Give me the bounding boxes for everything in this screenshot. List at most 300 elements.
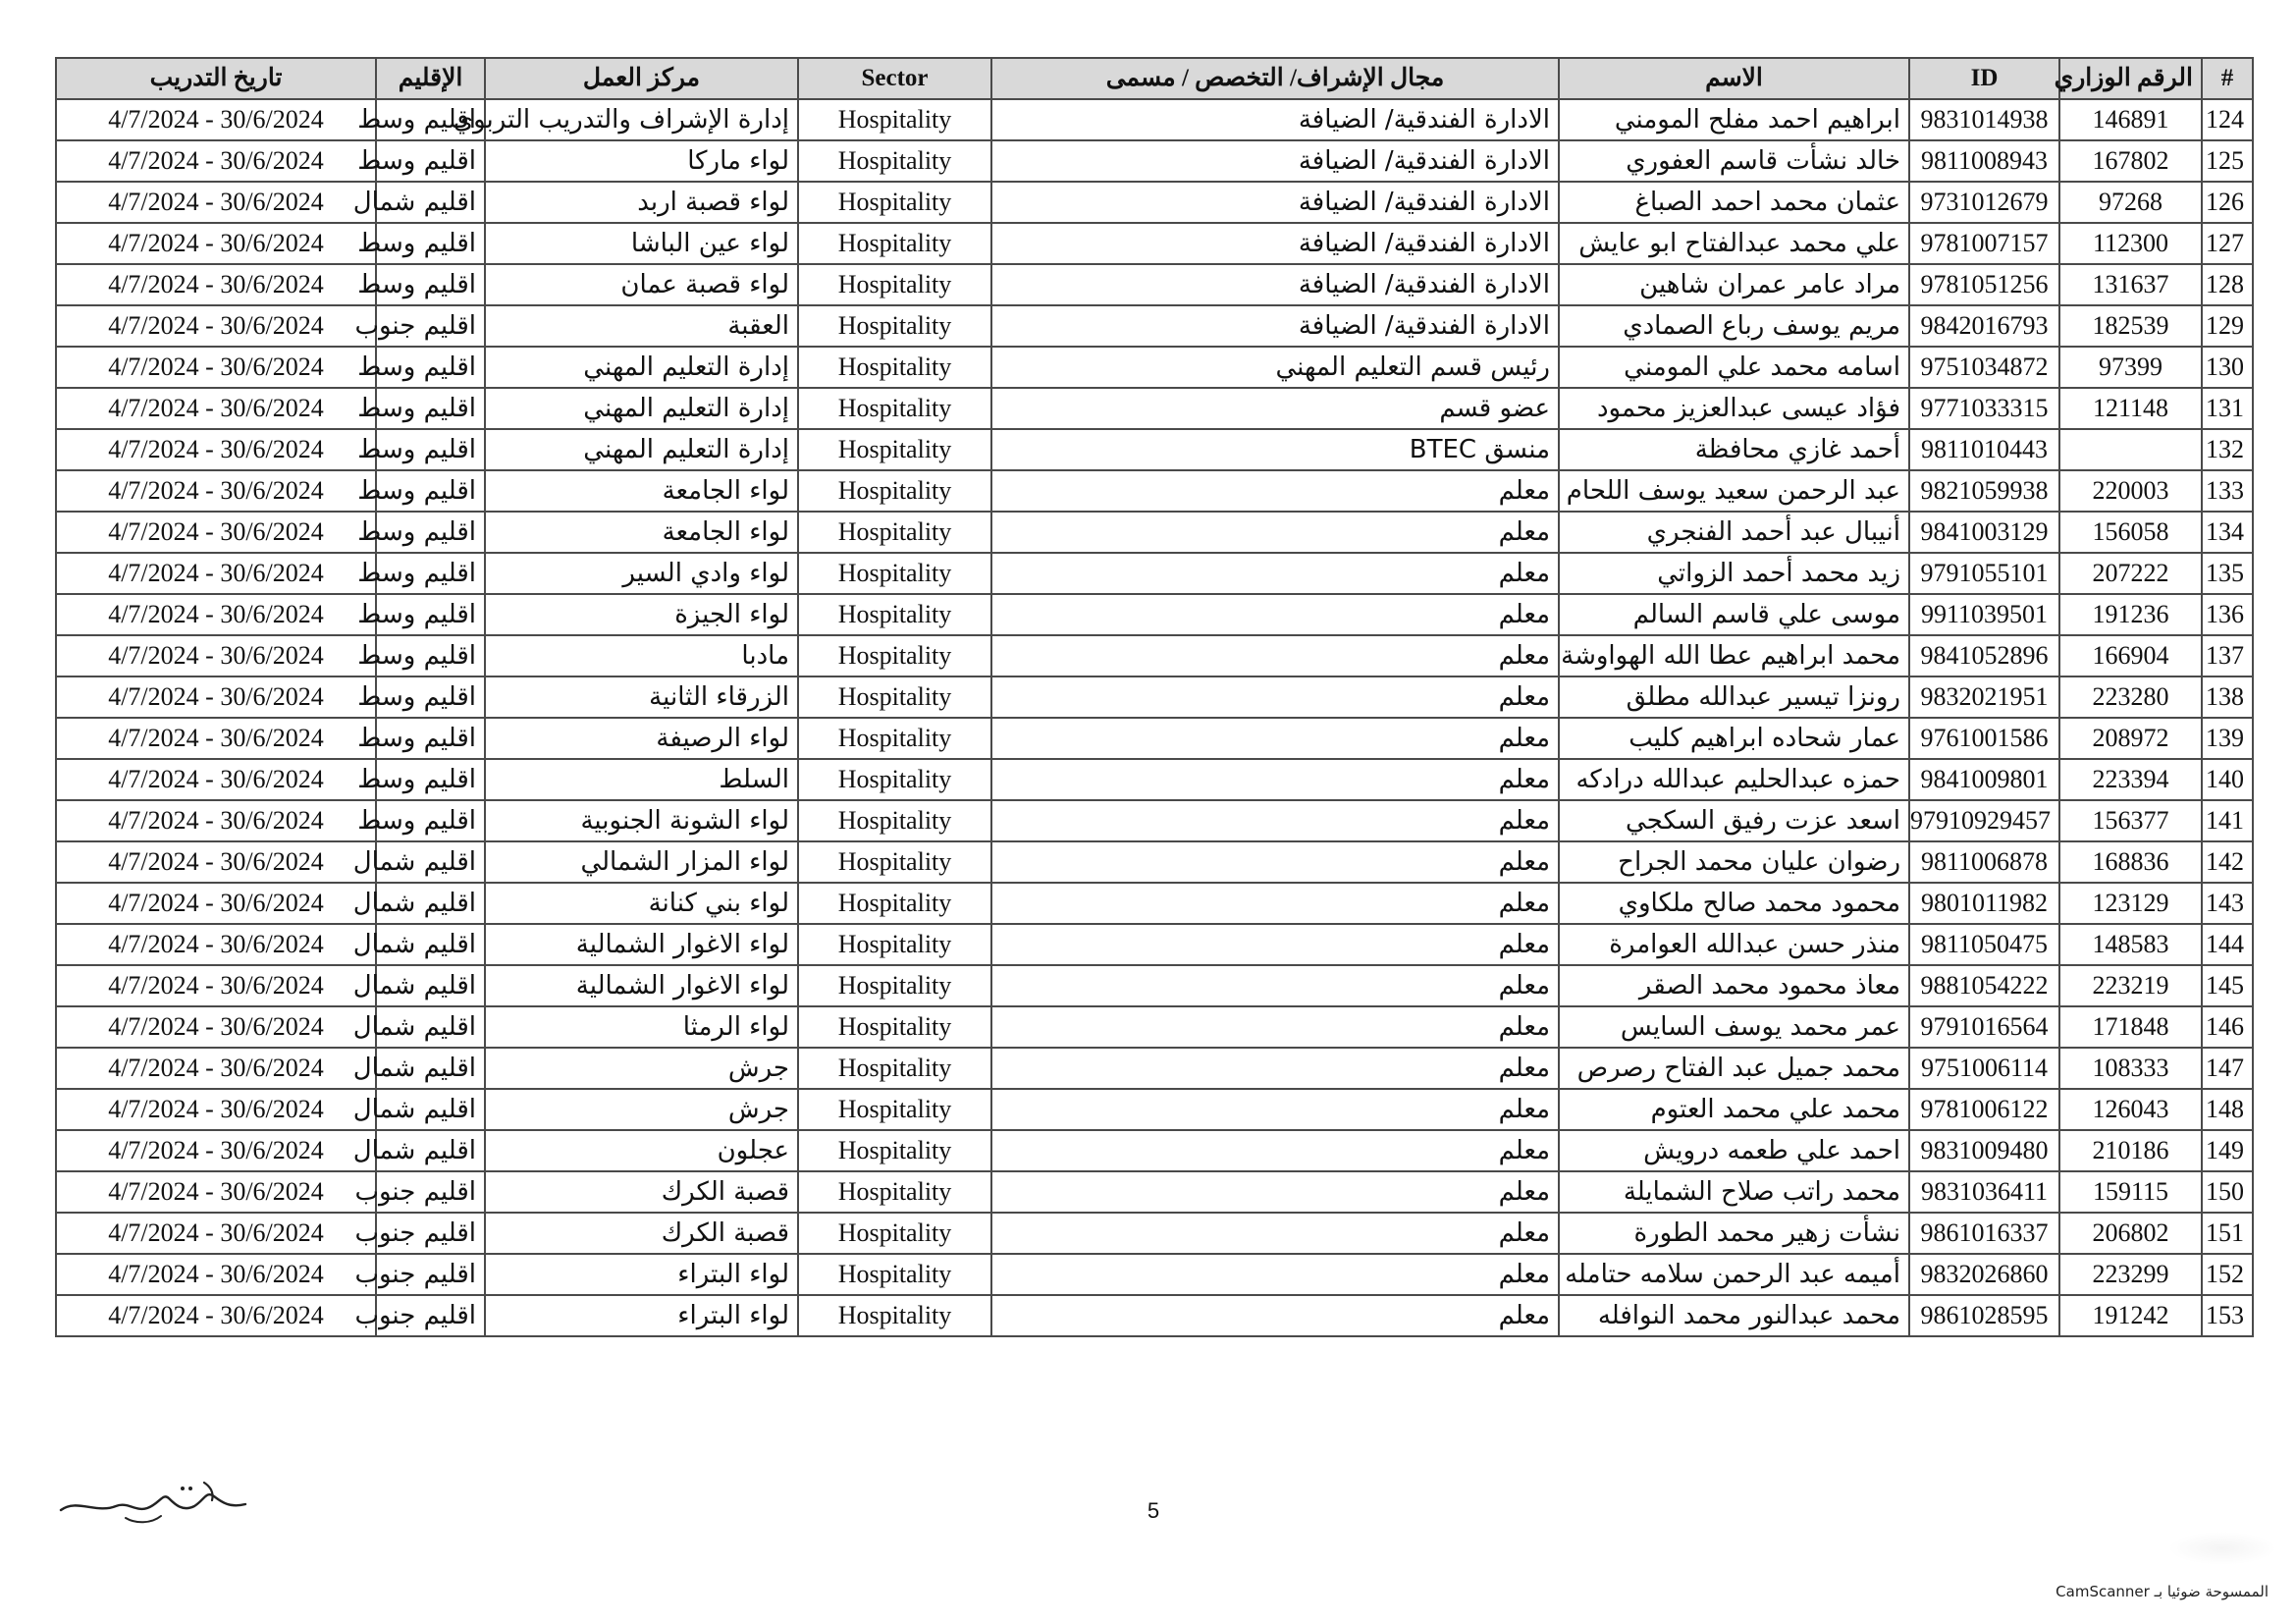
cell-num: 149 bbox=[2202, 1130, 2253, 1171]
table-row bbox=[56, 1130, 2253, 1171]
cell-field: الادارة الفندقية/ الضيافة bbox=[991, 182, 1559, 223]
cell-field: معلم bbox=[991, 759, 1559, 800]
table-row bbox=[56, 759, 2253, 800]
cell-training-date: 30/6/2024 - 4/7/2024 bbox=[56, 140, 376, 182]
cell-training-date: 30/6/2024 - 4/7/2024 bbox=[56, 800, 376, 841]
cell-sector: Hospitality bbox=[798, 924, 991, 965]
header-field: مجال الإشراف/ التخصص / مسمى bbox=[991, 58, 1559, 99]
cell-ministry-number: 208972 bbox=[2059, 718, 2202, 759]
cell-num: 135 bbox=[2202, 553, 2253, 594]
cell-work-center: لواء المزار الشمالي bbox=[485, 841, 798, 883]
cell-id: 9911039501 bbox=[1909, 594, 2059, 635]
header-id: ID bbox=[1909, 58, 2059, 99]
cell-training-date: 30/6/2024 - 4/7/2024 bbox=[56, 676, 376, 718]
cell-ministry-number: 156058 bbox=[2059, 512, 2202, 553]
cell-training-date: 30/6/2024 - 4/7/2024 bbox=[56, 429, 376, 470]
cell-num: 144 bbox=[2202, 924, 2253, 965]
cell-work-center: لواء البتراء bbox=[485, 1254, 798, 1295]
cell-id: 9781051256 bbox=[1909, 264, 2059, 305]
table-row bbox=[56, 429, 2253, 470]
cell-name: عبد الرحمن سعيد يوسف اللحام bbox=[1559, 470, 1909, 512]
cell-training-date: 30/6/2024 - 4/7/2024 bbox=[56, 512, 376, 553]
cell-field: الادارة الفندقية/ الضيافة bbox=[991, 140, 1559, 182]
cell-id: 97910929457 bbox=[1909, 800, 2059, 841]
table-row bbox=[56, 594, 2253, 635]
table-row bbox=[56, 347, 2253, 388]
cell-sector: Hospitality bbox=[798, 635, 991, 676]
table-row bbox=[56, 924, 2253, 965]
cell-field: معلم bbox=[991, 924, 1559, 965]
cell-name: عثمان محمد احمد الصباغ bbox=[1559, 182, 1909, 223]
table-row bbox=[56, 800, 2253, 841]
cell-work-center: لواء الرمثا bbox=[485, 1006, 798, 1048]
cell-ministry-number: 112300 bbox=[2059, 223, 2202, 264]
cell-sector: Hospitality bbox=[798, 470, 991, 512]
header-ministry-number: الرقم الوزاري bbox=[2059, 58, 2202, 99]
cell-field: معلم bbox=[991, 1213, 1559, 1254]
cell-ministry-number: 123129 bbox=[2059, 883, 2202, 924]
cell-region: اقليم شمال bbox=[376, 182, 485, 223]
cell-work-center: جرش bbox=[485, 1048, 798, 1089]
cell-field: معلم bbox=[991, 676, 1559, 718]
cell-name: محمد راتب صلاح الشمايلة bbox=[1559, 1171, 1909, 1213]
cell-num: 131 bbox=[2202, 388, 2253, 429]
cell-region: اقليم وسط bbox=[376, 140, 485, 182]
cell-name: حمزه عبدالحليم عبدالله درادكه bbox=[1559, 759, 1909, 800]
participants-table bbox=[55, 57, 2254, 1337]
cell-id: 9832026860 bbox=[1909, 1254, 2059, 1295]
cell-sector: Hospitality bbox=[798, 1171, 991, 1213]
header-region: الإقليم bbox=[376, 58, 485, 99]
camscanner-watermark: الممسوحة ضوئيا بـ CamScanner bbox=[2056, 1583, 2269, 1600]
cell-training-date: 30/6/2024 - 4/7/2024 bbox=[56, 1089, 376, 1130]
cell-id: 9832021951 bbox=[1909, 676, 2059, 718]
header-name: الاسم bbox=[1559, 58, 1909, 99]
cell-id: 9811010443 bbox=[1909, 429, 2059, 470]
cell-sector: Hospitality bbox=[798, 718, 991, 759]
cell-region: اقليم وسط bbox=[376, 635, 485, 676]
cell-ministry-number: 191242 bbox=[2059, 1295, 2202, 1336]
cell-field: معلم bbox=[991, 470, 1559, 512]
cell-field: معلم bbox=[991, 1295, 1559, 1336]
cell-sector: Hospitality bbox=[798, 841, 991, 883]
cell-region: اقليم وسط bbox=[376, 223, 485, 264]
cell-training-date: 30/6/2024 - 4/7/2024 bbox=[56, 1295, 376, 1336]
cell-ministry-number: 210186 bbox=[2059, 1130, 2202, 1171]
cell-region: اقليم وسط bbox=[376, 594, 485, 635]
cell-training-date: 30/6/2024 - 4/7/2024 bbox=[56, 99, 376, 140]
cell-field: معلم bbox=[991, 594, 1559, 635]
header-work-center: مركز العمل bbox=[485, 58, 798, 99]
cell-region: اقليم وسط bbox=[376, 512, 485, 553]
cell-id: 9761001586 bbox=[1909, 718, 2059, 759]
cell-name: رضوان عليان محمد الجراح bbox=[1559, 841, 1909, 883]
cell-region: اقليم وسط bbox=[376, 676, 485, 718]
cell-region: اقليم وسط bbox=[376, 800, 485, 841]
cell-name: اسعد عزت رفيق السكجي bbox=[1559, 800, 1909, 841]
cell-sector: Hospitality bbox=[798, 1089, 991, 1130]
cell-training-date: 30/6/2024 - 4/7/2024 bbox=[56, 1254, 376, 1295]
cell-training-date: 30/6/2024 - 4/7/2024 bbox=[56, 1171, 376, 1213]
cell-sector: Hospitality bbox=[798, 1048, 991, 1089]
cell-work-center: السلط bbox=[485, 759, 798, 800]
cell-num: 137 bbox=[2202, 635, 2253, 676]
cell-sector: Hospitality bbox=[798, 1130, 991, 1171]
cell-num: 142 bbox=[2202, 841, 2253, 883]
cell-region: اقليم شمال bbox=[376, 1089, 485, 1130]
table-row bbox=[56, 883, 2253, 924]
cell-name: محمد جميل عبد الفتاح رصرص bbox=[1559, 1048, 1909, 1089]
table-row bbox=[56, 1006, 2253, 1048]
cell-name: علي محمد عبدالفتاح ابو عايش bbox=[1559, 223, 1909, 264]
cell-name: احمد علي طعمه درويش bbox=[1559, 1130, 1909, 1171]
cell-ministry-number: 159115 bbox=[2059, 1171, 2202, 1213]
cell-ministry-number: 108333 bbox=[2059, 1048, 2202, 1089]
table-row bbox=[56, 182, 2253, 223]
cell-training-date: 30/6/2024 - 4/7/2024 bbox=[56, 1213, 376, 1254]
cell-ministry-number: 223394 bbox=[2059, 759, 2202, 800]
cell-work-center: لواء عين الباشا bbox=[485, 223, 798, 264]
cell-work-center: إدارة التعليم المهني bbox=[485, 388, 798, 429]
cell-work-center: لواء الشونة الجنوبية bbox=[485, 800, 798, 841]
page-number: 5 bbox=[1147, 1498, 1160, 1523]
cell-name: محمد عبدالنور محمد النوافله bbox=[1559, 1295, 1909, 1336]
cell-field: معلم bbox=[991, 553, 1559, 594]
cell-field: معلم bbox=[991, 965, 1559, 1006]
table-row bbox=[56, 1089, 2253, 1130]
cell-num: 128 bbox=[2202, 264, 2253, 305]
cell-work-center: لواء الجيزة bbox=[485, 594, 798, 635]
cell-id: 9841003129 bbox=[1909, 512, 2059, 553]
cell-ministry-number: 167802 bbox=[2059, 140, 2202, 182]
cell-region: اقليم شمال bbox=[376, 1048, 485, 1089]
cell-training-date: 30/6/2024 - 4/7/2024 bbox=[56, 924, 376, 965]
cell-ministry-number: 182539 bbox=[2059, 305, 2202, 347]
cell-region: اقليم شمال bbox=[376, 1006, 485, 1048]
cell-id: 9781007157 bbox=[1909, 223, 2059, 264]
cell-ministry-number: 223280 bbox=[2059, 676, 2202, 718]
cell-num: 133 bbox=[2202, 470, 2253, 512]
cell-region: اقليم شمال bbox=[376, 965, 485, 1006]
cell-num: 153 bbox=[2202, 1295, 2253, 1336]
cell-name: مريم يوسف رباع الصمادي bbox=[1559, 305, 1909, 347]
cell-num: 127 bbox=[2202, 223, 2253, 264]
cell-id: 9791016564 bbox=[1909, 1006, 2059, 1048]
cell-ministry-number: 207222 bbox=[2059, 553, 2202, 594]
cell-num: 124 bbox=[2202, 99, 2253, 140]
cell-sector: Hospitality bbox=[798, 99, 991, 140]
cell-id: 9811050475 bbox=[1909, 924, 2059, 965]
cell-sector: Hospitality bbox=[798, 883, 991, 924]
cell-work-center: قصبة الكرك bbox=[485, 1213, 798, 1254]
cell-region: اقليم وسط bbox=[376, 759, 485, 800]
cell-num: 143 bbox=[2202, 883, 2253, 924]
cell-sector: Hospitality bbox=[798, 800, 991, 841]
cell-ministry-number: 166904 bbox=[2059, 635, 2202, 676]
cell-id: 9861028595 bbox=[1909, 1295, 2059, 1336]
cell-region: اقليم شمال bbox=[376, 1130, 485, 1171]
cell-num: 129 bbox=[2202, 305, 2253, 347]
cell-training-date: 30/6/2024 - 4/7/2024 bbox=[56, 841, 376, 883]
cell-sector: Hospitality bbox=[798, 1213, 991, 1254]
cell-name: اسامه محمد علي المومني bbox=[1559, 347, 1909, 388]
cell-sector: Hospitality bbox=[798, 1295, 991, 1336]
cell-ministry-number: 223219 bbox=[2059, 965, 2202, 1006]
cell-sector: Hospitality bbox=[798, 305, 991, 347]
cell-field: معلم bbox=[991, 1048, 1559, 1089]
table-row bbox=[56, 470, 2253, 512]
cell-ministry-number: 126043 bbox=[2059, 1089, 2202, 1130]
cell-id: 9811006878 bbox=[1909, 841, 2059, 883]
cell-work-center: لواء بني كنانة bbox=[485, 883, 798, 924]
table-row bbox=[56, 635, 2253, 676]
cell-num: 150 bbox=[2202, 1171, 2253, 1213]
cell-work-center: إدارة الإشراف والتدريب التربوي bbox=[485, 99, 798, 140]
table-row bbox=[56, 264, 2253, 305]
cell-region: اقليم جنوب bbox=[376, 305, 485, 347]
cell-id: 9881054222 bbox=[1909, 965, 2059, 1006]
table-row bbox=[56, 965, 2253, 1006]
cell-ministry-number: 148583 bbox=[2059, 924, 2202, 965]
cell-region: اقليم شمال bbox=[376, 883, 485, 924]
cell-training-date: 30/6/2024 - 4/7/2024 bbox=[56, 264, 376, 305]
cell-num: 151 bbox=[2202, 1213, 2253, 1254]
cell-name: محمود محمد صالح ملكاوي bbox=[1559, 883, 1909, 924]
cell-work-center: لواء قصبة اربد bbox=[485, 182, 798, 223]
cell-id: 9821059938 bbox=[1909, 470, 2059, 512]
cell-training-date: 30/6/2024 - 4/7/2024 bbox=[56, 1006, 376, 1048]
header-num: # bbox=[2202, 58, 2253, 99]
cell-training-date: 30/6/2024 - 4/7/2024 bbox=[56, 470, 376, 512]
cell-ministry-number: 223299 bbox=[2059, 1254, 2202, 1295]
cell-training-date: 30/6/2024 - 4/7/2024 bbox=[56, 635, 376, 676]
cell-ministry-number: 156377 bbox=[2059, 800, 2202, 841]
table-row bbox=[56, 305, 2253, 347]
cell-training-date: 30/6/2024 - 4/7/2024 bbox=[56, 305, 376, 347]
cell-training-date: 30/6/2024 - 4/7/2024 bbox=[56, 883, 376, 924]
cell-id: 9842016793 bbox=[1909, 305, 2059, 347]
cell-id: 9831009480 bbox=[1909, 1130, 2059, 1171]
cell-ministry-number: 131637 bbox=[2059, 264, 2202, 305]
cell-name: رونزا تيسير عبدالله مطلق bbox=[1559, 676, 1909, 718]
cell-field: معلم bbox=[991, 800, 1559, 841]
cell-id: 9861016337 bbox=[1909, 1213, 2059, 1254]
cell-training-date: 30/6/2024 - 4/7/2024 bbox=[56, 553, 376, 594]
cell-region: اقليم جنوب bbox=[376, 1171, 485, 1213]
cell-field: الادارة الفندقية/ الضيافة bbox=[991, 305, 1559, 347]
cell-region: اقليم وسط bbox=[376, 264, 485, 305]
cell-work-center: مادبا bbox=[485, 635, 798, 676]
cell-ministry-number: 220003 bbox=[2059, 470, 2202, 512]
cell-field: معلم bbox=[991, 1171, 1559, 1213]
cell-num: 139 bbox=[2202, 718, 2253, 759]
cell-training-date: 30/6/2024 - 4/7/2024 bbox=[56, 347, 376, 388]
cell-name: أميمه عبد الرحمن سلامه حتامله bbox=[1559, 1254, 1909, 1295]
cell-num: 125 bbox=[2202, 140, 2253, 182]
table-row bbox=[56, 1254, 2253, 1295]
cell-id: 9751006114 bbox=[1909, 1048, 2059, 1089]
cell-id: 9831014938 bbox=[1909, 99, 2059, 140]
cell-sector: Hospitality bbox=[798, 965, 991, 1006]
cell-region: اقليم وسط bbox=[376, 388, 485, 429]
cell-name: موسى علي قاسم السالم bbox=[1559, 594, 1909, 635]
cell-num: 126 bbox=[2202, 182, 2253, 223]
cell-field: الادارة الفندقية/ الضيافة bbox=[991, 99, 1559, 140]
cell-num: 152 bbox=[2202, 1254, 2253, 1295]
cell-training-date: 30/6/2024 - 4/7/2024 bbox=[56, 759, 376, 800]
cell-num: 140 bbox=[2202, 759, 2253, 800]
cell-num: 130 bbox=[2202, 347, 2253, 388]
cell-sector: Hospitality bbox=[798, 182, 991, 223]
cell-name: محمد ابراهيم عطا الله الهواوشة bbox=[1559, 635, 1909, 676]
cell-work-center: قصبة الكرك bbox=[485, 1171, 798, 1213]
cell-ministry-number: 206802 bbox=[2059, 1213, 2202, 1254]
cell-name: أنيبال عبد أحمد الفنجري bbox=[1559, 512, 1909, 553]
cell-work-center: العقبة bbox=[485, 305, 798, 347]
cell-region: اقليم وسط bbox=[376, 553, 485, 594]
cell-ministry-number: 191236 bbox=[2059, 594, 2202, 635]
cell-num: 145 bbox=[2202, 965, 2253, 1006]
table-row bbox=[56, 1213, 2253, 1254]
cell-id: 9751034872 bbox=[1909, 347, 2059, 388]
cell-name: عمار شحاده ابراهيم كليب bbox=[1559, 718, 1909, 759]
header-training-date: تاريخ التدريب bbox=[56, 58, 376, 99]
cell-region: اقليم جنوب bbox=[376, 1254, 485, 1295]
cell-id: 9841009801 bbox=[1909, 759, 2059, 800]
cell-training-date: 30/6/2024 - 4/7/2024 bbox=[56, 1130, 376, 1171]
cell-ministry-number: 146891 bbox=[2059, 99, 2202, 140]
table-body bbox=[56, 99, 2253, 1336]
cell-field: الادارة الفندقية/ الضيافة bbox=[991, 223, 1559, 264]
cell-ministry-number: 121148 bbox=[2059, 388, 2202, 429]
cell-ministry-number: 168836 bbox=[2059, 841, 2202, 883]
cell-field: الادارة الفندقية/ الضيافة bbox=[991, 264, 1559, 305]
cell-field: معلم bbox=[991, 841, 1559, 883]
table-row bbox=[56, 553, 2253, 594]
cell-work-center: لواء الرصيفة bbox=[485, 718, 798, 759]
header-sector: Sector bbox=[798, 58, 991, 99]
cell-field: معلم bbox=[991, 1089, 1559, 1130]
table-row bbox=[56, 718, 2253, 759]
cell-training-date: 30/6/2024 - 4/7/2024 bbox=[56, 182, 376, 223]
cell-ministry-number bbox=[2059, 429, 2202, 470]
cell-work-center: لواء ماركا bbox=[485, 140, 798, 182]
cell-work-center: الزرقاء الثانية bbox=[485, 676, 798, 718]
cell-work-center: لواء الجامعة bbox=[485, 512, 798, 553]
cell-work-center: لواء البتراء bbox=[485, 1295, 798, 1336]
cell-name: عمر محمد يوسف السايس bbox=[1559, 1006, 1909, 1048]
cell-name: ابراهيم احمد مفلح المومني bbox=[1559, 99, 1909, 140]
cell-training-date: 30/6/2024 - 4/7/2024 bbox=[56, 1048, 376, 1089]
cell-field: معلم bbox=[991, 635, 1559, 676]
cell-region: اقليم شمال bbox=[376, 841, 485, 883]
cell-region: اقليم وسط bbox=[376, 99, 485, 140]
cell-sector: Hospitality bbox=[798, 759, 991, 800]
cell-sector: Hospitality bbox=[798, 264, 991, 305]
cell-sector: Hospitality bbox=[798, 594, 991, 635]
cell-field: منسق BTEC bbox=[991, 429, 1559, 470]
cell-sector: Hospitality bbox=[798, 553, 991, 594]
cell-num: 146 bbox=[2202, 1006, 2253, 1048]
cell-field: عضو قسم bbox=[991, 388, 1559, 429]
cell-field: معلم bbox=[991, 1254, 1559, 1295]
cell-work-center: لواء الاغوار الشمالية bbox=[485, 924, 798, 965]
cell-name: فؤاد عيسى عبدالعزيز محمود bbox=[1559, 388, 1909, 429]
cell-training-date: 30/6/2024 - 4/7/2024 bbox=[56, 594, 376, 635]
cell-name: معاذ محمود محمد الصقر bbox=[1559, 965, 1909, 1006]
cell-field: رئيس قسم التعليم المهني bbox=[991, 347, 1559, 388]
cell-work-center: لواء وادي السير bbox=[485, 553, 798, 594]
table-header-row bbox=[56, 58, 2253, 99]
cell-training-date: 30/6/2024 - 4/7/2024 bbox=[56, 965, 376, 1006]
cell-training-date: 30/6/2024 - 4/7/2024 bbox=[56, 388, 376, 429]
cell-field: معلم bbox=[991, 1006, 1559, 1048]
cell-work-center: لواء الاغوار الشمالية bbox=[485, 965, 798, 1006]
cell-sector: Hospitality bbox=[798, 347, 991, 388]
cell-region: اقليم جنوب bbox=[376, 1295, 485, 1336]
table-row bbox=[56, 512, 2253, 553]
cell-ministry-number: 97399 bbox=[2059, 347, 2202, 388]
handwritten-signature bbox=[57, 1469, 253, 1528]
cell-sector: Hospitality bbox=[798, 388, 991, 429]
table-row bbox=[56, 841, 2253, 883]
cell-work-center: عجلون bbox=[485, 1130, 798, 1171]
cell-work-center: جرش bbox=[485, 1089, 798, 1130]
cell-ministry-number: 97268 bbox=[2059, 182, 2202, 223]
cell-work-center: إدارة التعليم المهني bbox=[485, 347, 798, 388]
cell-ministry-number: 171848 bbox=[2059, 1006, 2202, 1048]
cell-region: اقليم وسط bbox=[376, 470, 485, 512]
cell-num: 148 bbox=[2202, 1089, 2253, 1130]
scan-artifact bbox=[2168, 1532, 2276, 1565]
cell-sector: Hospitality bbox=[798, 429, 991, 470]
cell-id: 9771033315 bbox=[1909, 388, 2059, 429]
table-row bbox=[56, 223, 2253, 264]
cell-num: 132 bbox=[2202, 429, 2253, 470]
cell-id: 9731012679 bbox=[1909, 182, 2059, 223]
cell-num: 136 bbox=[2202, 594, 2253, 635]
cell-field: معلم bbox=[991, 512, 1559, 553]
cell-name: زيد محمد أحمد الزواتي bbox=[1559, 553, 1909, 594]
cell-field: معلم bbox=[991, 1130, 1559, 1171]
cell-region: اقليم جنوب bbox=[376, 1213, 485, 1254]
cell-name: منذر حسن عبدالله العوامرة bbox=[1559, 924, 1909, 965]
cell-region: اقليم وسط bbox=[376, 718, 485, 759]
table-row bbox=[56, 1295, 2253, 1336]
cell-work-center: لواء قصبة عمان bbox=[485, 264, 798, 305]
table-row bbox=[56, 1171, 2253, 1213]
cell-id: 9781006122 bbox=[1909, 1089, 2059, 1130]
cell-name: خالد نشأت قاسم العفوري bbox=[1559, 140, 1909, 182]
table-row bbox=[56, 1048, 2253, 1089]
table-row bbox=[56, 388, 2253, 429]
cell-num: 147 bbox=[2202, 1048, 2253, 1089]
cell-id: 9791055101 bbox=[1909, 553, 2059, 594]
cell-id: 9801011982 bbox=[1909, 883, 2059, 924]
cell-name: محمد علي محمد العتوم bbox=[1559, 1089, 1909, 1130]
cell-id: 9811008943 bbox=[1909, 140, 2059, 182]
table-row bbox=[56, 99, 2253, 140]
cell-sector: Hospitality bbox=[798, 140, 991, 182]
cell-field: معلم bbox=[991, 883, 1559, 924]
cell-sector: Hospitality bbox=[798, 1254, 991, 1295]
cell-region: اقليم وسط bbox=[376, 429, 485, 470]
cell-field: معلم bbox=[991, 718, 1559, 759]
cell-name: أحمد غازي محافظة bbox=[1559, 429, 1909, 470]
cell-name: مراد عامر عمران شاهين bbox=[1559, 264, 1909, 305]
cell-name: نشأت زهير محمد الطورة bbox=[1559, 1213, 1909, 1254]
cell-region: اقليم وسط bbox=[376, 347, 485, 388]
